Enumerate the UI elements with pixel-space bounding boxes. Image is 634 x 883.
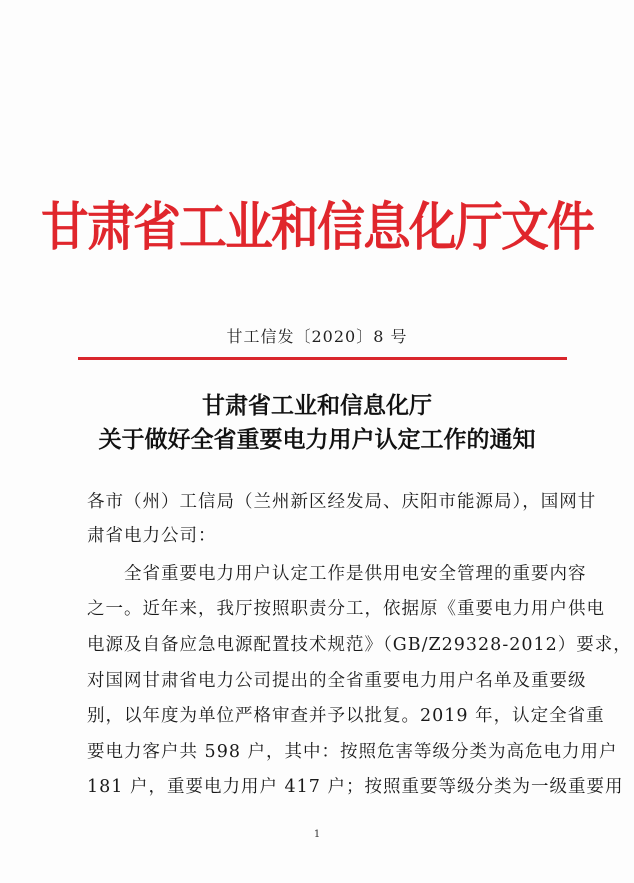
body-line-3: 全省重要电力用户认定工作是供用电安全管理的重要内容 xyxy=(87,564,587,584)
document-number: 甘工信发〔2020〕8 号 xyxy=(226,327,408,346)
body-line-6: 对国网甘肃省电力公司提出的全省重要电力用户名单及重要级 xyxy=(87,671,587,691)
body-line-9: 181 户，重要电力用户 417 户；按照重要等级分类为一级重要用 xyxy=(87,777,624,797)
red-divider-line xyxy=(78,357,567,360)
body-line-8: 要电力客户共 598 户，其中：按照危害等级分类为高危电力用户 xyxy=(87,742,618,762)
page-number: 1 xyxy=(313,829,321,840)
body-line-5: 电源及自备应急电源配置技术规范》（GB/Z29328-2012）要求， xyxy=(87,635,632,655)
org-header-title: 甘肃省工业和信息化厅文件 xyxy=(40,198,594,258)
body-line-7: 别，以年度为单位严格审查并予以批复。2019 年，认定全省重 xyxy=(87,706,605,726)
notice-title-line-1: 甘肃省工业和信息化厅 xyxy=(202,393,432,419)
body-line-1: 各市（州）工信局（兰州新区经发局、庆阳市能源局），国网甘 xyxy=(87,492,597,512)
notice-title-line-2: 关于做好全省重要电力用户认定工作的通知 xyxy=(98,427,536,453)
body-line-2: 肃省电力公司： xyxy=(87,526,217,546)
body-line-4: 之一。近年来，我厅按照职责分工，依据原《重要电力用户供电 xyxy=(87,599,605,619)
